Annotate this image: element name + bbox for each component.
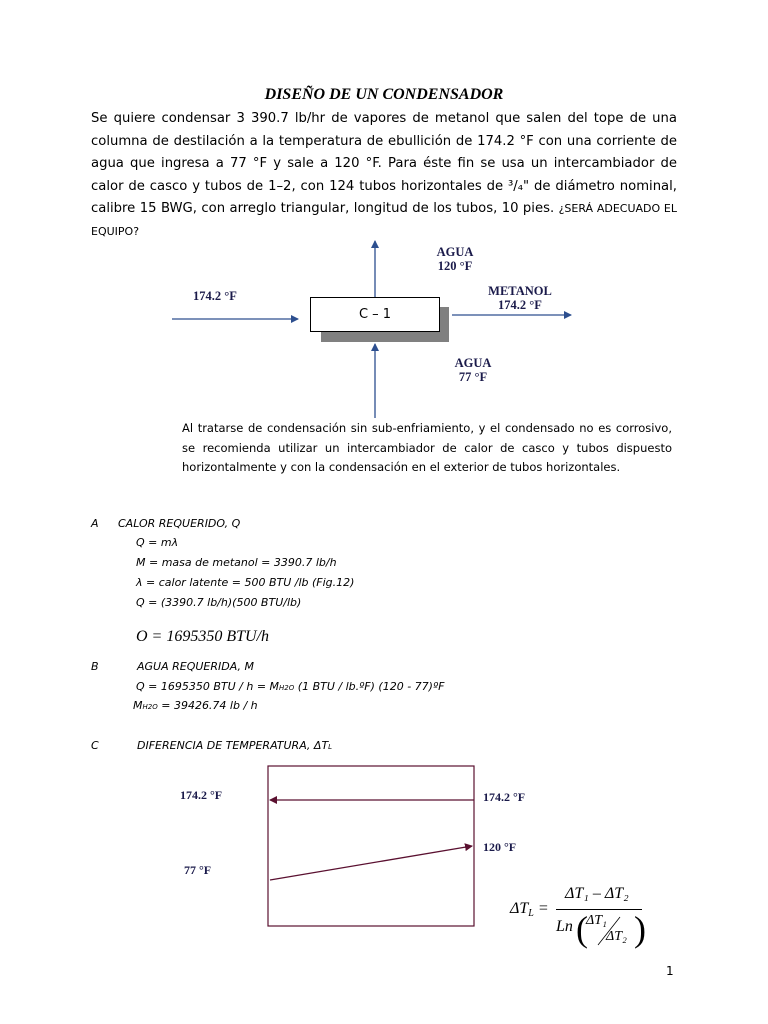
- temperature-diagram-frame: [268, 766, 474, 926]
- methanol-outlet-label-2: 174.2 °F: [498, 298, 542, 312]
- water-temperature-line: [270, 846, 472, 880]
- formula-equals: =: [537, 900, 549, 917]
- section-b-eq2: [133, 699, 258, 712]
- diagram2-left-bottom-label: 77 °F: [184, 863, 212, 877]
- inlet-temperature-label: 174.2 °F: [193, 289, 237, 303]
- section-b-eq2-rhs: = 39426.74 lb / h: [157, 699, 258, 712]
- formula-denominator-a: ΔT₁: [586, 913, 607, 928]
- section-b-eq2-lhs: M: [133, 699, 143, 712]
- section-b-eq1-subscript: H2O: [279, 684, 295, 692]
- section-c-title: [137, 739, 332, 752]
- diagram2-right-mid-label: 120 °F: [483, 840, 517, 854]
- page-title: DISEÑO DE UN CONDENSADOR: [264, 86, 504, 103]
- section-a-eq3: λ = calor latente = 500 BTU /lb (Fig.12): [136, 576, 355, 589]
- intro-text-2: " de diámetro nominal, calibre 15 BWG, con arreglo triangular, longitud de los tubos, 10 pies.: [91, 178, 677, 216]
- intro-fraction: ³/₄: [508, 178, 524, 194]
- formula-left-paren: (: [576, 909, 588, 949]
- formula-denominator-b: ΔT₂: [606, 929, 627, 944]
- section-a-eq1: Q = mλ: [136, 536, 179, 549]
- diagram2-right-top-label: 174.2 °F: [483, 790, 526, 804]
- section-b-eq1-lhs: Q = 1695350 BTU / h = M: [136, 680, 280, 693]
- intro-text-1: Se quiere condensar 3 390.7 lb/hr de vapores de metanol que salen del tope de una columna de destilación a la temperatura de ebullición de 174.2 °F con una corriente de agua que ingresa a 77 °F y sale a 120 °F. Para éste fin se usa un intercambiador de calor de casco y tubos de 1–2, con 124 tubos horizontales de: [91, 111, 677, 194]
- intro-question: ¿SERÁ ADECUADO EL EQUIPO?: [91, 202, 677, 238]
- section-a-title: CALOR REQUERIDO, Q: [118, 517, 241, 530]
- formula-numerator: ΔT₁ – ΔT₂: [565, 885, 629, 902]
- section-b-title: AGUA REQUERIDA, M: [137, 660, 254, 673]
- water-outlet-label-1: AGUA: [436, 245, 474, 259]
- section-b-eq1: [136, 680, 444, 693]
- water-outlet-label-2: 120 °F: [437, 259, 473, 273]
- section-c-letter: C: [91, 739, 99, 752]
- section-b-letter: B: [91, 660, 99, 673]
- recommendation-text: Al tratarse de condensación sin sub-enfriamiento, y el condensado no es corrosivo, se recomienda utilizar un intercambiador de calor de casco y tubos dispuesto horizontalmente y con la condensación en el exterior de tubos horizontales.: [182, 421, 672, 474]
- section-b-eq1-rhs: (1 BTU / lb.ºF) (120 - 77)ºF: [294, 680, 445, 693]
- section-c-title-subscript: L: [328, 743, 333, 751]
- water-inlet-label-2: 77 °F: [458, 370, 488, 384]
- condenser-box-label: C – 1: [358, 307, 392, 322]
- page-number: 1: [666, 964, 674, 978]
- recommendation-paragraph: [182, 419, 672, 478]
- section-a-letter: A: [91, 517, 99, 530]
- section-c-title-text: DIFERENCIA DE TEMPERATURA, ΔT: [137, 739, 329, 752]
- section-a-eq2: M = masa de metanol = 3390.7 lb/h: [136, 556, 337, 569]
- section-a-result: O = 1695350 BTU/h: [136, 628, 270, 645]
- section-a-eq4: Q = (3390.7 lb/h)(500 BTU/lb): [136, 596, 302, 609]
- condenser-box: [310, 297, 440, 332]
- formula-denominator-ln: Ln: [556, 918, 573, 935]
- methanol-outlet-label-1: METANOL: [488, 284, 552, 298]
- lmtd-formula: [510, 885, 660, 955]
- formula-right-paren: ): [634, 909, 646, 949]
- section-b-eq2-subscript: H2O: [142, 703, 158, 711]
- formula-lhs-text: ΔT: [510, 900, 529, 917]
- formula-lhs-subscript: L: [528, 908, 534, 919]
- diagram2-left-top-label: 174.2 °F: [180, 788, 223, 802]
- water-inlet-label-1: AGUA: [454, 356, 492, 370]
